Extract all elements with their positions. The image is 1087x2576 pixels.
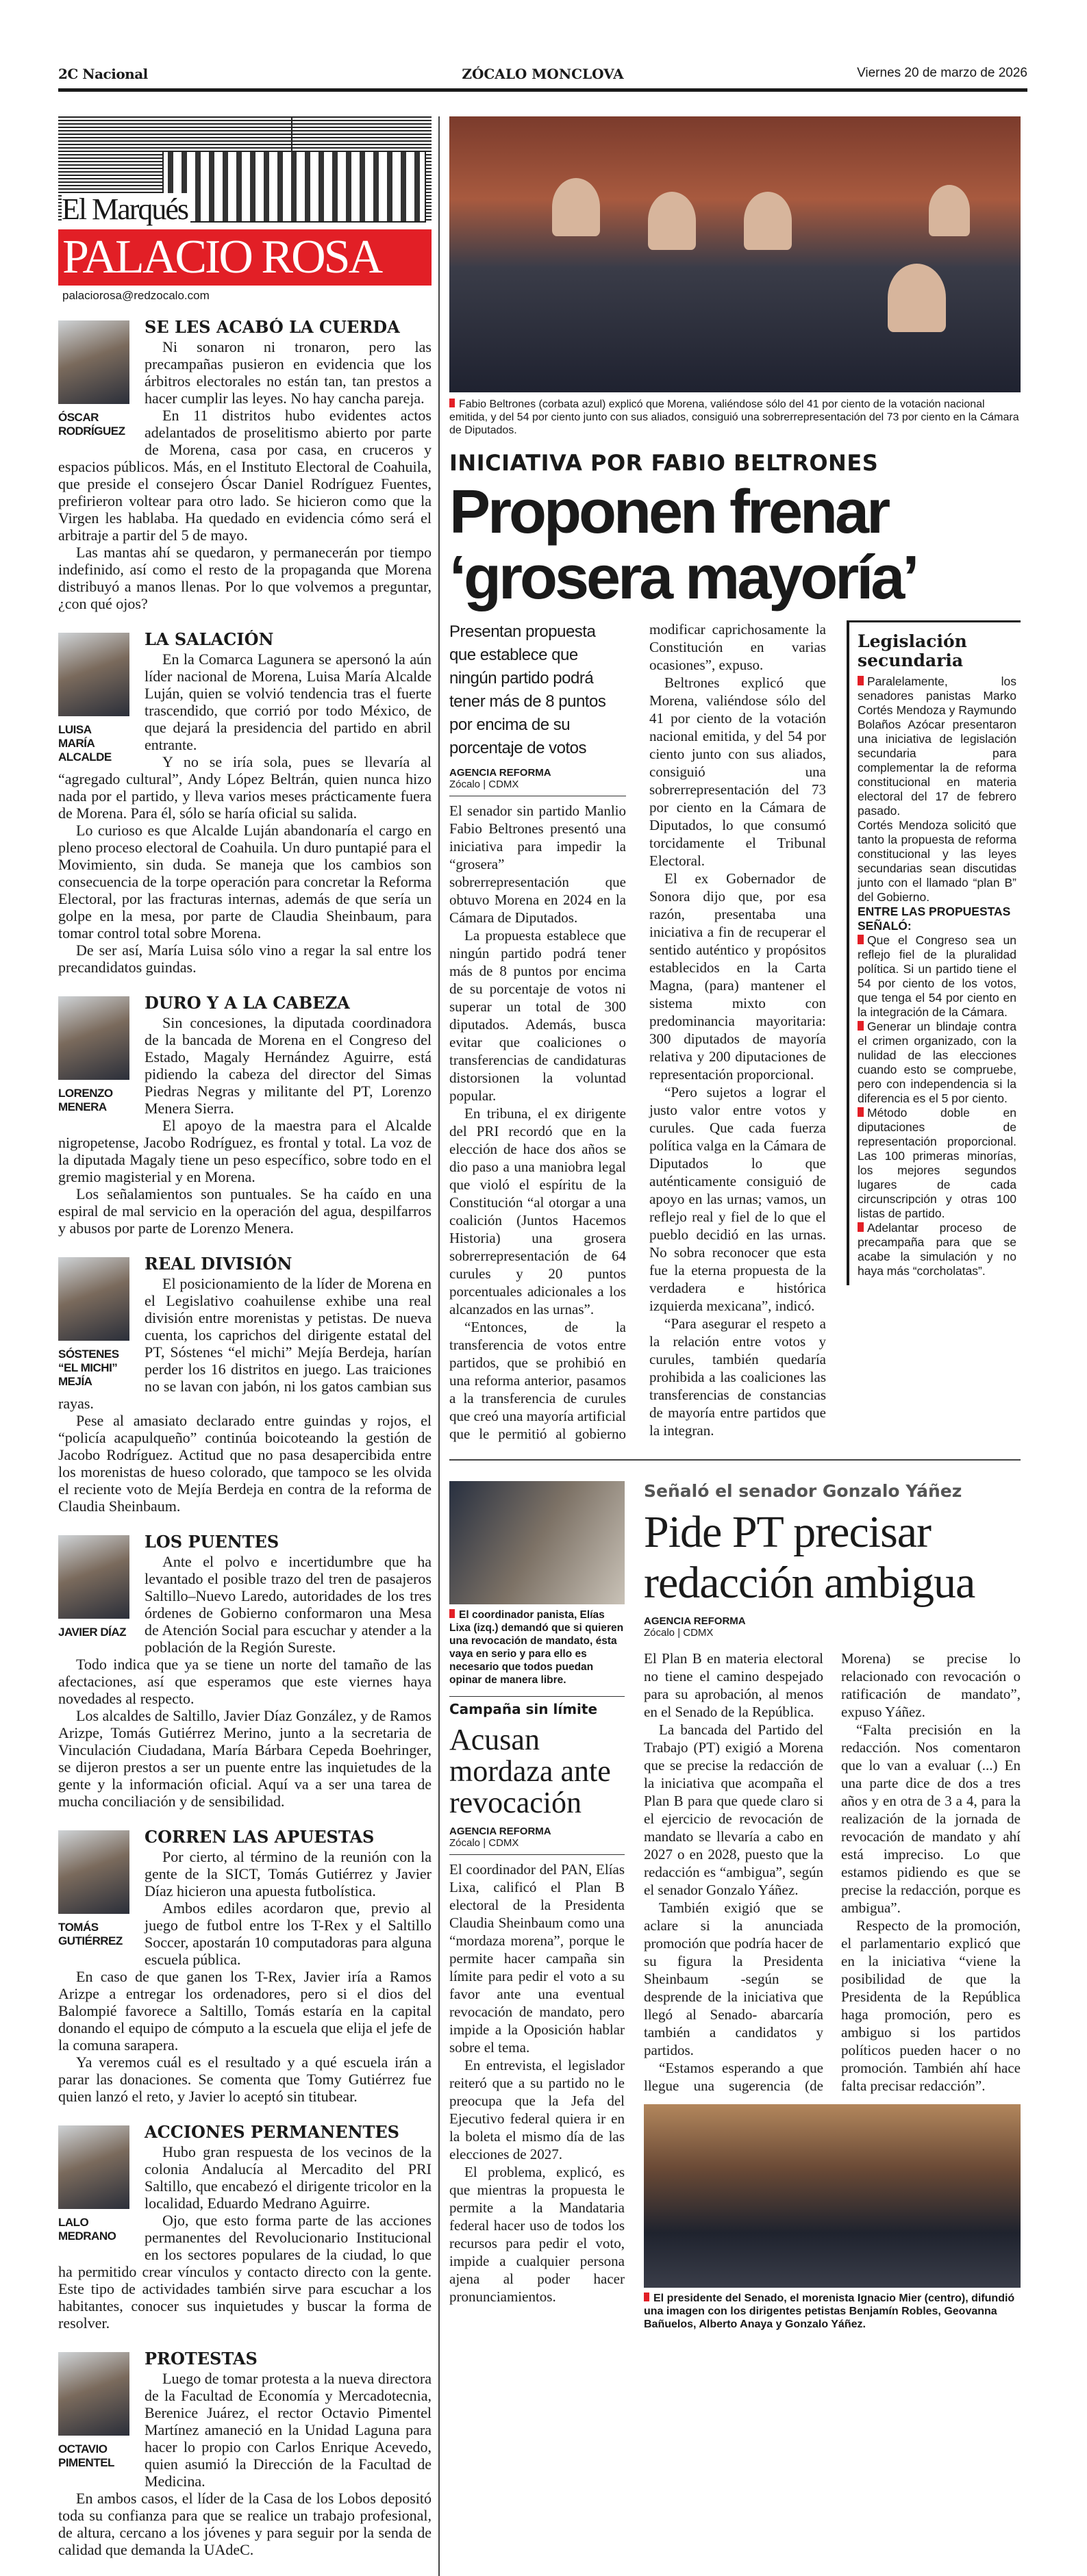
paragraph: De ser así, María Luisa sólo vino a regar la sal entre los precandidatos guindas. xyxy=(58,942,432,976)
sidebar-bullet xyxy=(858,1020,1016,1106)
news-area xyxy=(449,116,1021,2331)
byline-agency: AGENCIA REFORMA xyxy=(449,767,551,779)
byline-agency: AGENCIA REFORMA xyxy=(644,1615,746,1627)
byline-place: Zócalo | CDMX xyxy=(644,1627,714,1639)
author-name: LUISA MARÍA ALCALDE xyxy=(58,723,112,763)
author-photo xyxy=(58,1257,129,1341)
column-divider xyxy=(438,116,440,2576)
author-name: TOMÁS GUTIÉRREZ xyxy=(58,1921,123,1947)
senate-photo xyxy=(449,116,1021,392)
column-note xyxy=(58,2123,432,2332)
paragraph: El coordinador del PAN, Elías Lixa, calificó el Plan B electoral de la Presidenta Claudia Sheinbaum como una “mordaza morena”, porque le permite hacer campaña sin límite para pedir el voto a su favor ante una eventual revocación de mandato, pero impide a la Oposición hablar sobre el tema. xyxy=(449,1861,625,2056)
text: Método doble en diputaciones de representación proporcional. Las 100 primeras minorías, los mejores segundos lugares de cada circunscripción y otras 100 listas de partido. xyxy=(858,1106,1016,1220)
palace-building-icon xyxy=(162,151,426,223)
pt-article xyxy=(644,1481,1021,2331)
paragraph: Los señalamientos son puntuales. Se ha caído en una espiral de mal servicio en la operación del agua, despilfarros y abusos por parte de Lorenzo Menera. xyxy=(58,1185,432,1237)
column-author: El Marqués xyxy=(62,193,190,226)
column-note xyxy=(58,1254,432,1515)
article-kicker: INICIATIVA POR FABIO BELTRONES xyxy=(449,450,879,476)
flag-icon xyxy=(291,116,292,151)
author-photo xyxy=(58,1830,129,1914)
author-photo xyxy=(58,996,129,1080)
text: Adelantar proceso de precampaña para que se acabe la simulación y no haya más “corcholatas”. xyxy=(858,1221,1016,1278)
sidebar-title: Legislación secundaria xyxy=(858,631,967,670)
byline-agency: AGENCIA REFORMA xyxy=(449,1826,551,1837)
column-title: PALACIO ROSA xyxy=(58,229,432,286)
paragraph: El ex Gobernador de Sonora dijo que, por esa razón, presentaba una iniciativa a fin de recuperar el sentido auténtico y propósitos establecidos en la Carta Magna, (para) mantener el sistema mixto con predominancia mayoritaria: 300 diputados de mayoría relativa y 200 diputaciones de representación proporcional. xyxy=(649,870,826,1083)
page-header xyxy=(58,66,1027,92)
paragraph: Por cierto, al término de la reunión con la gente de la SICT, Tomás Gutiérrez y Javier Díaz hicieron una apuesta futbolística. xyxy=(145,1848,432,1899)
text: Que el Congreso sea un reflejo fiel de la pluralidad política. Si un partido tiene el 54 por ciento de los votos, que tenga el 54 por ciento en la integración de la Cámara. xyxy=(858,933,1016,1019)
paragraph: Ni sonaron ni tronaron, pero las precampañas pusieron en evidencia que los árbitros electorales no están tan, tan prestos a hacer cumplir las leyes. No hay cancha pareja. xyxy=(145,338,432,407)
paragraph: El Plan B en materia electoral no tiene el camino despejado para su aprobación, al menos en el Senado de la República. xyxy=(644,1650,823,1720)
paragraph: En entrevista, el legislador reiteró que a su partido no le preocupa que la Jefa del Ejecutivo federal quiera ir en la boleta el mismo día de las elecciones de 2027. xyxy=(449,2057,625,2162)
text: Cortés Mendoza solicitó que tanto la propuesta de reforma constitucional y las leyes secundarias sean discutidas junto con el llamado “plan B” del Gobierno. xyxy=(858,818,1016,904)
article-body xyxy=(449,620,826,1443)
author-photo-block xyxy=(58,1257,129,1389)
sidebar-bullet xyxy=(858,1221,1016,1278)
column-note xyxy=(58,1532,432,1810)
paragraph: En tribuna, el ex dirigente del PRI recordó que en la elección de hace dos años se dio paso a una maniobra legal que violó el espíritu de la Constitución “al otorgar a una coalición (Juntos Hacemos Historia) una grosera sobrerrepresentación de 64 curules y 20 puntos porcentuales adicionales a los alcanzados en las urnas”. xyxy=(449,1105,626,1317)
column-note xyxy=(58,2349,432,2558)
author-photo-block xyxy=(58,633,129,764)
sidebar-bullet xyxy=(858,933,1016,1020)
byline-place: Zócalo | CDMX xyxy=(449,779,626,796)
page-body xyxy=(58,116,1027,2576)
author-photo xyxy=(58,2352,129,2436)
author-photo xyxy=(58,2125,129,2209)
bullet-square-icon xyxy=(858,1021,864,1031)
author-photo xyxy=(58,1535,129,1619)
column-masthead xyxy=(58,116,432,308)
author-photo-block xyxy=(58,2125,129,2243)
paragraph: En 11 distritos hubo evidentes actos adelantados de proselitismo abierto por parte de Morena, casa por casa, en cruceros y espacios públicos. Más, en el Instituto Electoral de Coahuila, que preside el consejero Óscar Daniel Rodríguez Fuentes, prefirieron voltear para otro lado. Se hicieron como que la Virgen les hablaba. Ha quedado en evidencia cómo será el arbitraje a partir del 5 de mayo. xyxy=(58,407,432,544)
note-title: SE LES ACABÓ LA CUERDA xyxy=(145,318,400,337)
author-photo-block xyxy=(58,1830,129,1948)
author-photo-block xyxy=(58,2352,129,2470)
paragraph: La propuesta establece que ningún partido podrá tener más de 8 puntos por encima de su porcentaje de votos ni superar un total de 300 diputados. Además, busca evitar que coaliciones o transferencias de candidaturas distorsionen la voluntad popular. xyxy=(449,927,626,1104)
paragraph: Ante el polvo e incertidumbre que ha levantado el posible trazo del tren de pasajeros Saltillo–Nuevo Laredo, autoridades de los tres órdenes de Gobierno conformaron una Mesa de Atención Social para escuchar y atender a la población de la Región Sureste. xyxy=(145,1553,432,1656)
author-photo-block xyxy=(58,320,129,438)
paragraph: “Entonces, de la transferencia de votos entre partidos, que se prohibió en una reforma anterior, pasamos a la transferencia de curules que creó una mayoría artificial que le permitió al gobierno modificar caprichosamente la Constitución en varias ocasiones”, expuso. xyxy=(449,621,826,1442)
bullet-square-icon xyxy=(858,935,864,944)
note-title: ACCIONES PERMANENTES xyxy=(145,2123,399,2142)
sidebar-box xyxy=(847,620,1021,1285)
section-divider xyxy=(449,1459,1021,1461)
paragraph: Luego de tomar protesta a la nueva directora de la Facultad de Economía y Mercadotecnia, Berenice Juárez, el rector Octavio Pimentel Martínez amaneció en la Unidad Laguna para hacer lo propio con Carlos Enrique Acevedo, quien asumió la Dirección de la Facultad de Medicina. xyxy=(145,2370,432,2490)
author-photo-block xyxy=(58,996,129,1114)
column-note xyxy=(58,1828,432,2105)
newspaper-name: ZÓCALO MONCLOVA xyxy=(462,66,624,82)
author-name: ÓSCAR RODRÍGUEZ xyxy=(58,411,125,438)
sidebar-paragraph xyxy=(858,818,1016,905)
sidebar-paragraph xyxy=(858,674,1016,818)
article-headline: Proponen frenar ‘grosera mayoría’ xyxy=(449,478,917,612)
column-note xyxy=(58,630,432,976)
text: Paralelamente, los senadores panistas Marko Cortés Mendoza y Raymundo Bolaños Azócar presentaron una iniciativa de legislación secundaria para complementar la de reforma constitucional en materia electoral del 17 de febrero pasado. xyxy=(858,674,1016,818)
paragraph: Las mantas ahí se quedaron, y permanecerán por tiempo indefinido, así como el resto de la propaganda que Morena distribuyó a manos llenas. Por lo que volvemos a preguntar, ¿con qué ojos? xyxy=(58,544,432,612)
paragraph: Ambos ediles acordaron que, previo al juego de futbol entre los T-Rex y el Saltillo Soccer, apostarán 10 computadoras para alguna escuela pública. xyxy=(145,1899,432,1968)
note-title: PROTESTAS xyxy=(145,2349,258,2369)
paragraph: En la Comarca Lagunera se apersonó la aún líder nacional de Morena, Luisa María Alcalde Luján, quien se volvió tendencia tras el fuerte trascendido, que corrió por todo México, de que dejará la presidencia del partido en abril entrante. xyxy=(145,651,432,753)
column-email[interactable]: palaciorosa@redzocalo.com xyxy=(62,289,210,302)
sidebar-bullet xyxy=(858,1106,1016,1221)
article-kicker: Campaña sin límite xyxy=(449,1696,625,1717)
bullet-square-icon xyxy=(858,1107,864,1117)
author-name: OCTAVIO PIMENTEL xyxy=(58,2442,114,2469)
paragraph: Pese al amasiato declarado entre guindas y rojos, el “policía acapulqueño” continúa boicoteando la gestión de Jacobo Rodríguez. Actitud que no pasa desapercibida entre los morenistas de hueso colorado, que tampoco se les olvida el reciente voto de Mejía Berdeja en contra de la reforma de Claudia Sheinbaum. xyxy=(58,1412,432,1515)
article-kicker: Señaló el senador Gonzalo Yáñez xyxy=(644,1481,962,1501)
paragraph: Beltrones explicó que Morena, valiéndose sólo del 41 por ciento de la votación nacional emitida, y del 54 por ciento junto con sus aliados, consiguió una sobrerrepresentación del 73 por ciento en la Cámara de Diputados, lo que consumó torcidamente el Tribunal Electoral. xyxy=(649,674,826,869)
photo-caption: El coordinador panista, Elías Lixa (izq.) demandó que si quieren una revocación de mandato, ésta vaya en serio y para ello es necesario que todos puedan opinar de manera libre. xyxy=(449,1609,624,1686)
column-note xyxy=(58,318,432,612)
paragraph: “Para asegurar el respeto a la relación entre votos y curules, también quedaría prohibida a las coaliciones las transferencias de constancias de mayoría entre partidos que la integran. xyxy=(649,1315,826,1439)
author-name: SÓSTENES “EL MICHI” MEJÍA xyxy=(58,1348,119,1388)
author-photo xyxy=(58,320,129,404)
author-photo xyxy=(58,633,129,716)
paragraph: Y no se iría sola, pues se llevaría al “agregado cultural”, Andy López Beltrán, quien nunca hizo nada por el partido, y lleva varios meses prácticamente fuera de Morena. Para él, sólo se haría oficial su salida. xyxy=(58,753,432,822)
article-headline: Acusan mordaza ante revocación xyxy=(449,1723,611,1819)
paragraph: Ojo, que esto forma parte de las acciones permanentes del Revolucionario Institucional en los sectores populares de la ciudad, lo que ha permitido crear vínculos y contacto directo con la gente. Este tipo de actividades también sirve para escuchar a los habitantes, conocer sus inquietudes y buscar la forma de resolver. xyxy=(58,2212,432,2332)
paragraph: En ambos casos, el líder de la Casa de los Lobos depositó toda su confianza para que se realice un trabajo profesional, de altura, cercano a los jóvenes y para seguir por la senda de calidad que demanda la UAdeC. xyxy=(58,2490,432,2558)
note-title: LOS PUENTES xyxy=(145,1532,279,1552)
section-label: 2C Nacional xyxy=(58,66,148,82)
paragraph: El apoyo de la maestra para el Alcalde nigropetense, Jacobo Rodríguez, es frontal y total. La voz de la diputada Magaly tiene un peso específico, sobre todo en el gremio magisterial y en Morena. xyxy=(58,1117,432,1185)
photo-caption: El presidente del Senado, el morenista Ignacio Mier (centro), difundió una imagen con los dirigentes petistas Benjamín Robles, Geovanna Bañuelos, Alberto Anaya y Gonzalo Yáñez. xyxy=(644,2292,1021,2331)
issue-date: Viernes 20 de marzo de 2026 xyxy=(857,66,1027,80)
paragraph: “Estamos esperando a que llegue una sugerencia (de Morena) se precise lo relacionado con revocación o ratificación de mandato”, expuso Yáñez. xyxy=(644,1650,1021,2094)
paragraph: Todo indica que ya se tiene un norte del tamaño de las afectaciones, así que esperamos que este viernes haya novedades al respecto. xyxy=(58,1656,432,1707)
bullet-square-icon xyxy=(858,1222,864,1232)
lixa-article xyxy=(449,1481,625,2306)
paragraph: También exigió que se aclare si la anunciada promoción que podría hacer de su figura la Presidenta Sheinbaum -según se desprende de la iniciativa que llegó al Senado- abarcaría también a candidatos y partidos. xyxy=(644,1899,823,2058)
palacio-rosa-column xyxy=(58,116,432,2576)
author-name: LORENZO MENERA xyxy=(58,1087,113,1113)
paragraph: La bancada del Partido del Trabajo (PT) exigió a Morena que se precise la redacción de la iniciativa que acompaña el Plan B para que quede claro si el ejercicio de revocación de mandato se llevaría a cabo en 2027 o en 2028, puesto que la redacción es “ambigua”, según el senador Gonzalo Yáñez. xyxy=(644,1721,823,1898)
article-headline: Pide PT precisar redacción ambigua xyxy=(644,1507,975,1608)
paragraph: El problema, explicó, es que mientras la propuesta le permite a la Mandataria federal hacer uso de todos los recursos para pedir el voto, impide a cualquier persona ajena al poder hacer pronunciamientos. xyxy=(449,2164,625,2305)
note-title: CORREN LAS APUESTAS xyxy=(145,1828,375,1847)
note-title: LA SALACIÓN xyxy=(145,630,274,649)
text: Generar un blindaje contra el crimen organizado, con la nulidad de las elecciones cuando esto se compruebe, pero con independencia si la diferencia es el 5 por ciento. xyxy=(858,1020,1016,1105)
sidebar-subhead: ENTRE LAS PROPUESTAS SEÑALÓ: xyxy=(858,905,1011,933)
paragraph: En caso de que ganen los T-Rex, Javier iría a Ramos Arizpe a entregar los ordenadores, pero si el dios del Balompié favorece a Saltillo, Tomás estaría en la capital donando el equipo de cómputo a la escuela que elija el jefe de la comuna sarapera. xyxy=(58,1968,432,2054)
paragraph: Los alcaldes de Saltillo, Javier Díaz González, y de Ramos Arizpe, Tomás Gutiérrez Merino, junto a la secretaria de Vinculación Ciudadana, María Bárbara Cepeda Boehringer, se dijeron prestos a ser un puente entre las inquietudes de la gente y la información oficial. Aquí va a ser una tarea de mucha conciliación y de sensibilidad. xyxy=(58,1707,432,1810)
paragraph: Lo curioso es que Alcalde Luján abandonaría el cargo en pleno proceso electoral de Coahuila. Un duro puntapié para el Movimiento, sin duda. Se maneja que los cambios son consecuencia de la torpe operación para concretar la Reforma Electoral, por las fracturas internas, además de que sería un golpe en la mesa, por parte de Claudia Sheinbaum, para tomar control total sobre Morena. xyxy=(58,822,432,942)
paragraph: Sin concesiones, la diputada coordinadora de la bancada de Morena en el Congreso del Estado, Magaly Hernández Aguirre, está pidiendo la cabeza del director del Simas Piedras Negras y militante del PT, Lorenzo Menera Sierra. xyxy=(145,1014,432,1117)
column-note xyxy=(58,994,432,1237)
paragraph: Respecto de la promoción, el parlamentario explicó que en la iniciativa “viene la posibilidad de que la Presidenta de la República haga promoción, pero es ambiguo si los partidos políticos pueden hacer o no promoción. También ahí hace falta precisar redacción”. xyxy=(841,1917,1021,2094)
author-photo-block xyxy=(58,1535,129,1639)
photo-caption: Fabio Beltrones (corbata azul) explicó que Morena, valiéndose sólo del 41 por ciento de la votación nacional emitida, y del 54 por ciento junto con sus aliados, consiguió una sobrerrepresentación del 73 por ciento en la Cámara de Diputados. xyxy=(449,398,1021,437)
article-deck: Presentan propuesta que establece que ningún partido podrá tener más de 8 puntos por encima de su porcentaje de votos xyxy=(449,622,606,757)
bullet-square-icon xyxy=(858,676,864,685)
senate-group-photo xyxy=(644,2104,1021,2288)
author-name: JAVIER DÍAZ xyxy=(58,1626,127,1639)
paragraph: “Pero sujetos a lograr el justo valor entre votos y curules. Que cada fuerza política valga en la Cámara de Diputados lo que auténticamente consiguió de apoyo en las urnas; vamos, un reflejo real y fiel de lo que el pueblo decidió en las urnas. No sobra reconocer que esta fue la eterna propuesta de la verdadera e histórica izquierda mexicana”, indicó. xyxy=(649,1084,826,1314)
paragraph: “Falta precisión en la redacción. Nos comentaron que lo van a evaluar (...) En una parte dice de dos a tres años y en otra de 3 a 4, para la realización de la jornada de revocación de mandato y ahí está impreciso. Lo que estamos pidiendo es que se precise la redacción, porque es ambigua”. xyxy=(841,1721,1021,1916)
paragraph: Hubo gran respuesta de los vecinos de la colonia Andalucía al Mercadito del PRI Saltillo, que encabezó el dirigente tricolor en la localidad, Eduardo Medrano Aguirre. xyxy=(145,2143,432,2212)
paragraph: El posicionamiento de la líder de Morena en el Legislativo coahuilense exhibe una real división entre morenistas y petistas. De nueva cuenta, los caprichos del dirigente estatal del PT, Sóstenes “el michi” Mejía Berdeja, harían perder los 16 distritos en juego. Las traiciones no se lavan con jabón, ni los gatos cambian sus rayas. xyxy=(58,1275,432,1412)
lixa-photo xyxy=(449,1481,625,1604)
author-name: LALO MEDRANO xyxy=(58,2216,116,2243)
note-title: DURO Y A LA CABEZA xyxy=(145,994,350,1013)
paragraph: Ya veremos cuál es el resultado y a qué escuela irán a parar las donaciones. Se comenta que Tomy Gutiérrez fue quien lanzó el reto, y Javier lo aceptó sin titubear. xyxy=(58,2054,432,2105)
paragraph: El senador sin partido Manlio Fabio Beltrones presentó una iniciativa para impedir la “grosera” sobrerrepresentación que obtuvo Morena en 2024 en la Cámara de Diputados. xyxy=(449,803,626,926)
byline-place: Zócalo | CDMX xyxy=(449,1837,625,1855)
note-title: REAL DIVISIÓN xyxy=(145,1254,292,1274)
